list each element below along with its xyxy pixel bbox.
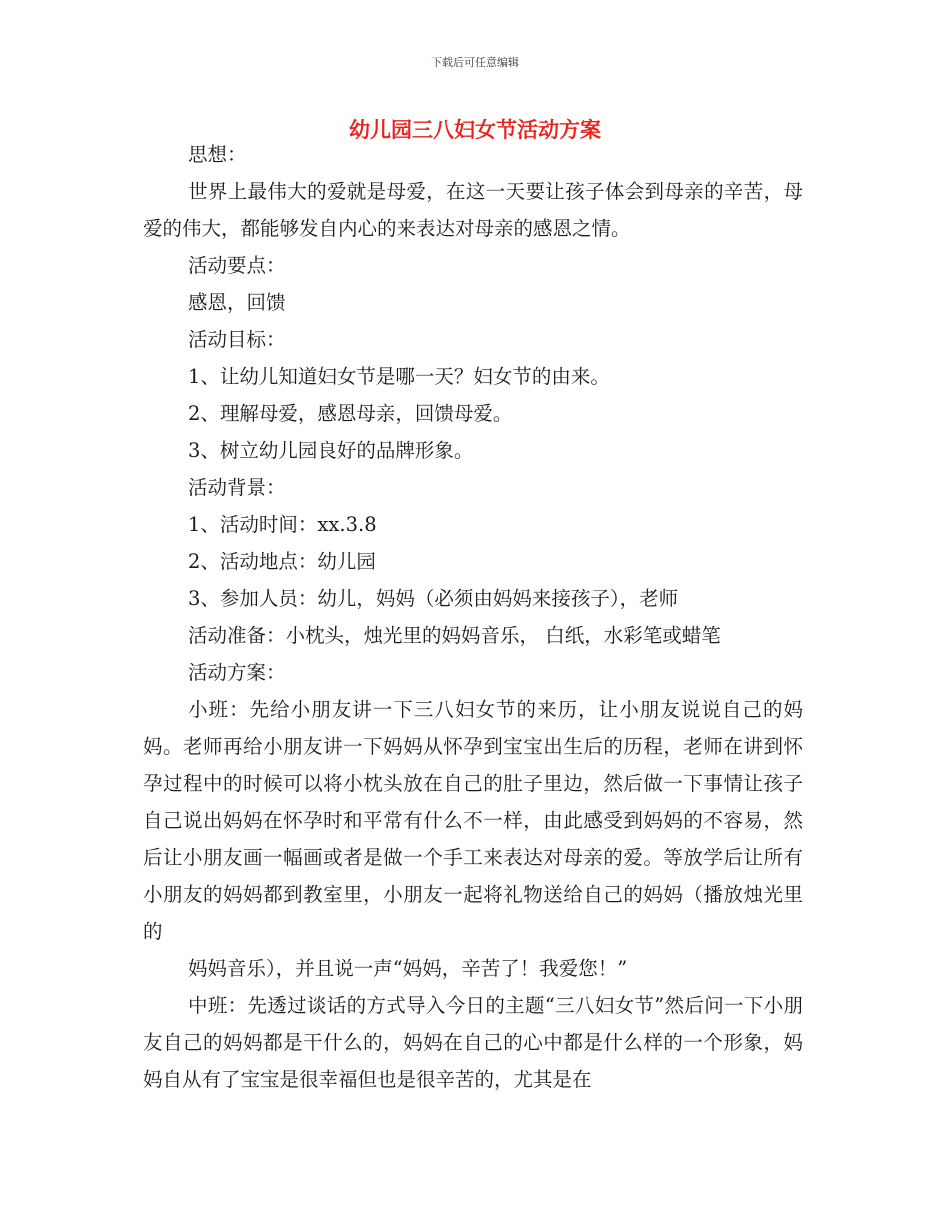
document-body xyxy=(143,136,803,1098)
paragraph-small-class-continued: 妈妈音乐），并且说一声“妈妈，辛苦了！我爱您！” xyxy=(188,957,628,980)
list-item-background-1: 1、活动时间：xx.3.8 xyxy=(188,513,377,536)
paragraph-small-class: 小班：先给小朋友讲一下三八妇女节的来历，让小朋友说说自己的妈妈。老师再给小朋友讲一下妈妈从怀孕到宝宝出生后的历程，老师在讲到怀孕过程中的时候可以将小枕头放在自己的肚子里边，然后做一下事情让孩子自己说出妈妈在怀孕时和平常有什么不一样，由此感受到妈妈的不容易，然后让小朋友画一幅画或者是做一个手工来表达对母亲的爱。等放学后让所有小朋友的妈妈都到教室里，小朋友一起将礼物送给自己的妈妈（播放烛光里的 xyxy=(143,698,803,943)
paragraph-thought: 世界上最伟大的爱就是母爱，在这一天要让孩子体会到母亲的辛苦，母爱的伟大，都能够发自内心的来表达对母亲的感恩之情。 xyxy=(143,180,803,240)
section-heading-goals: 活动目标： xyxy=(188,328,286,351)
list-item-goal-2: 2、理解母爱，感恩母亲，回馈母爱。 xyxy=(188,402,513,425)
section-heading-key-points: 活动要点： xyxy=(188,254,286,277)
document-title: 幼儿园三八妇女节活动方案 xyxy=(349,118,601,142)
list-item-background-3: 3、参加人员：幼儿，妈妈（必须由妈妈来接孩子），老师 xyxy=(188,587,679,610)
paragraph-key-points: 感恩，回馈 xyxy=(188,291,286,314)
section-heading-thought: 思想： xyxy=(188,143,247,166)
list-item-background-2: 2、活动地点：幼儿园 xyxy=(188,550,376,573)
paragraph-middle-class: 中班：先透过谈话的方式导入今日的主题“三八妇女节”然后问一下小朋友自己的妈妈都是干什么的，妈妈在自己的心中都是什么样的一个形象，妈妈自从有了宝宝是很幸福但也是很辛苦的，尤其是在 xyxy=(143,994,803,1091)
list-item-goal-3: 3、树立幼儿园良好的品牌形象。 xyxy=(188,439,474,462)
list-item-goal-1: 1、让幼儿知道妇女节是哪一天？妇女节的由来。 xyxy=(188,365,610,388)
paragraph-preparation: 活动准备：小枕头，烛光里的妈妈音乐， 白纸，水彩笔或蜡笔 xyxy=(188,624,721,647)
section-heading-background: 活动背景： xyxy=(188,476,286,499)
page-header-note: 下载后可任意编辑 xyxy=(431,56,519,69)
section-heading-plan: 活动方案： xyxy=(188,661,286,684)
